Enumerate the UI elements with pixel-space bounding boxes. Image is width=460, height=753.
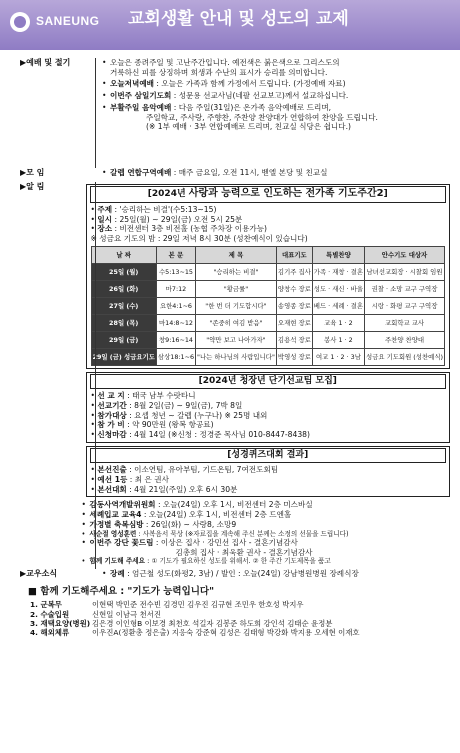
worship-section xyxy=(0,58,460,168)
notice-item: 김총희 집사 · 최욱환 권사 - 결혼기념감사 xyxy=(175,547,313,557)
meeting-item: • 갈렙 연합구역예배 : 매주 금요일, 오전 11시, 벧엘 본당 및 친교실 xyxy=(102,168,328,177)
bible-quiz-title: [성경퀴즈대회 결과] xyxy=(90,448,447,464)
prayer-week-row: • 장소 : 비전센터 3층 비전홀 (농협 주차장 이용가능) xyxy=(90,224,267,234)
prayer-week-note: ※ 성금요 기도의 밤 : 29일 저녁 8시 30분 (성찬예식이 있습니다) xyxy=(90,233,308,243)
prayer-request-row: 1. 군복무 이현택 박민준 전수빈 김경민 김우진 김규현 조민우 한호성 박지우 xyxy=(30,600,304,610)
section-divider xyxy=(95,58,96,168)
prayer-week-row: • 주제 : '승리하는 비결'(수5:13~15) xyxy=(90,204,217,214)
church-logo-icon xyxy=(10,12,30,32)
meeting-label: ▶모 임 xyxy=(20,168,45,177)
mission-team-row: • 선 교 지 : 태국 남부 수랏타니 xyxy=(90,391,196,401)
prayer-week-title: [2024년 사랑과 능력으로 인도하는 전가족 기도주간2] xyxy=(90,186,447,203)
member-news-item: • 장례 : 엄근철 성도(화평2, 3남) / 발인 : 오늘(24일) 강남병원병원 장례식장 xyxy=(102,568,359,578)
table-row: 25일 (월) 수5:13~15 "승리하는 비결" 김기주 집사 가족 · 재창 · 결혼 남녀선교회장 · 시찰회 임원 xyxy=(91,263,445,280)
table-row: 29일 (금) 창9:16~14 "약만 보고 나아가자" 김용석 장로 봉사 1 · 2 주찬양 찬양대 xyxy=(91,331,445,348)
table-header-row: 날 짜 본 문 제 목 대표기도 특별찬양 안수기도 대상자 xyxy=(91,246,445,263)
prayer-week-row: • 일시 : 25일(월) ~ 29일(금) 오전 5시 25분 xyxy=(90,214,243,224)
table-row: 26일 (화) 마7:12 "황금률" 양창수 장로 성도 · 새신 · 바울 권찰 · 소망 교구 구역장 xyxy=(91,280,445,297)
church-logo-text: SANEUNG xyxy=(36,14,100,28)
worship-item-wednesday: • 이번주 삼일기도회 : 성문용 선교사님(네팔 선교보고)께서 설교하십니다. xyxy=(102,91,349,101)
bible-quiz-row: • 본선대회 : 4월 21일(주일) 오후 6시 30분 xyxy=(90,484,238,494)
worship-item-easter: • 부활주일 음악예배 : 다음 주일(31일)은 온가족 음악예배로 드리며, 주일학교, 주사랑, 주향찬, 주찬양 찬양대가 연합하여 찬양을 드립니다. (※ 1부 예배 · 3부 연합예배로 드리며, 친교실 식당은 쉽니다.) xyxy=(102,102,378,132)
mission-team-row: • 신청마감 : 4월 14일 (※신청 : 정경준 목사님 010-8447-8438) xyxy=(90,430,310,440)
notice-label: ▶알 림 xyxy=(20,182,45,191)
page-header xyxy=(0,0,460,50)
prayer-request-row: 3. 재택요양(병원) 김은경 이인형B 이보경 최천호 석길자 김봉준 하도희 강인석 김태순 윤정분 xyxy=(30,619,333,629)
bulletin-content xyxy=(0,58,460,638)
table-row: 29일 (금) 성금요기도 삼상18:1~6 "나는 하나님의 사람입니다" 박영성 장로 여교 1 · 2 · 3남 성금요 기도회원 (성찬예식) xyxy=(91,348,445,365)
bible-quiz-row: • 본선진출 : 이소연팀, 유아부팀, 기드온팀, 7여전도회팀 xyxy=(90,465,279,475)
notice-item: • 세례입교 교육4 : 오늘(24일) 오후 1시, 비전센터 2층 드엔홀 xyxy=(81,510,292,520)
notice-item: • 이번주 강단 꽃드림 : 이상은 집사 · 강민선 집사 - 결혼기념감사 xyxy=(81,538,298,548)
mission-team-title: [2024년 청장년 단기선교팀 모집] xyxy=(90,374,447,390)
prayer-schedule-table xyxy=(91,246,446,366)
page-title: 교회생활 안내 및 성도의 교제 xyxy=(128,9,349,29)
notice-item: • 감동사역개발위원회 : 오늘(24일) 오후 1시, 비전센터 2층 미스바실 xyxy=(81,500,313,510)
prayer-request-section xyxy=(0,586,460,638)
mission-team-box xyxy=(86,372,451,443)
member-news-section xyxy=(0,569,460,584)
member-news-label: ▶교우소식 xyxy=(20,568,58,578)
mission-team-row: • 참 가 비 : 약 90만원 (왕복 항공료) xyxy=(90,420,214,430)
meeting-section xyxy=(0,168,460,182)
worship-item-evening: • 오늘저녁예배 : 오늘은 가족과 함께 가정에서 드립니다. (가정예배 자료) xyxy=(102,79,346,89)
notice-item: • 가정별 축복심방 : 26일(화) ~ 사랑8, 소망9 xyxy=(81,519,237,529)
worship-label: ▶예배 및 절기 xyxy=(20,58,71,67)
bible-quiz-row: • 예선 1등 : 최 은 권사 xyxy=(90,475,169,485)
notice-item: • 함께 기도해 주세요 : ① 기도가 필요하신 성도를 위해서. ② 한 주간 기도제목을 품고 xyxy=(81,557,331,566)
table-row: 27일 (수) 요한4:1~6 "한 번 더 기도합시다" 송영종 장로 베드 · 세례 · 결혼 시랑 · 화평 교구 구역장 xyxy=(91,297,445,314)
notice-list xyxy=(82,500,451,568)
prayer-request-row: 4. 해외체류 이우진A(정환총 정은출) 지응숙 강준혁 김성은 김태형 박강화 박지용 오세현 이재호 xyxy=(30,628,360,638)
worship-item-palm-sunday: • 오늘은 종려주일 및 고난주간입니다. 예전색은 붉은색으로 그리스도의 거룩하신 피를 상징하며 희생과 수난의 표시가 승리를 의미합니다. xyxy=(102,58,340,77)
prayer-week-box xyxy=(86,184,451,369)
prayer-request-row: 2. 수술입원 신현일 이남극 천서진 xyxy=(30,609,161,619)
notice-section xyxy=(0,182,460,569)
notice-item: • 사순절 영성훈련 : 사복음서 묵상 (※자료집을 계속해 주신 분께는 소정의 선물을 드립니다) xyxy=(81,529,349,538)
section-divider xyxy=(95,182,96,569)
prayer-request-title: ■ 함께 기도해주세요 : "기도가 능력입니다" xyxy=(28,585,215,597)
bible-quiz-box xyxy=(86,446,451,498)
mission-team-row: • 참가대상 : 요셉 청년 ~ 갈렙 (누구나) ※ 25명 내외 xyxy=(90,410,268,420)
mission-team-row: • 선교기간 : 8월 2일(금) ~ 9일(금), 7박 8일 xyxy=(90,400,243,410)
table-row: 28일 (목) 마14:8~12 "존중히 여김 받음" 오재현 장로 교육 1 · 2 교회학교 교사 xyxy=(91,314,445,331)
